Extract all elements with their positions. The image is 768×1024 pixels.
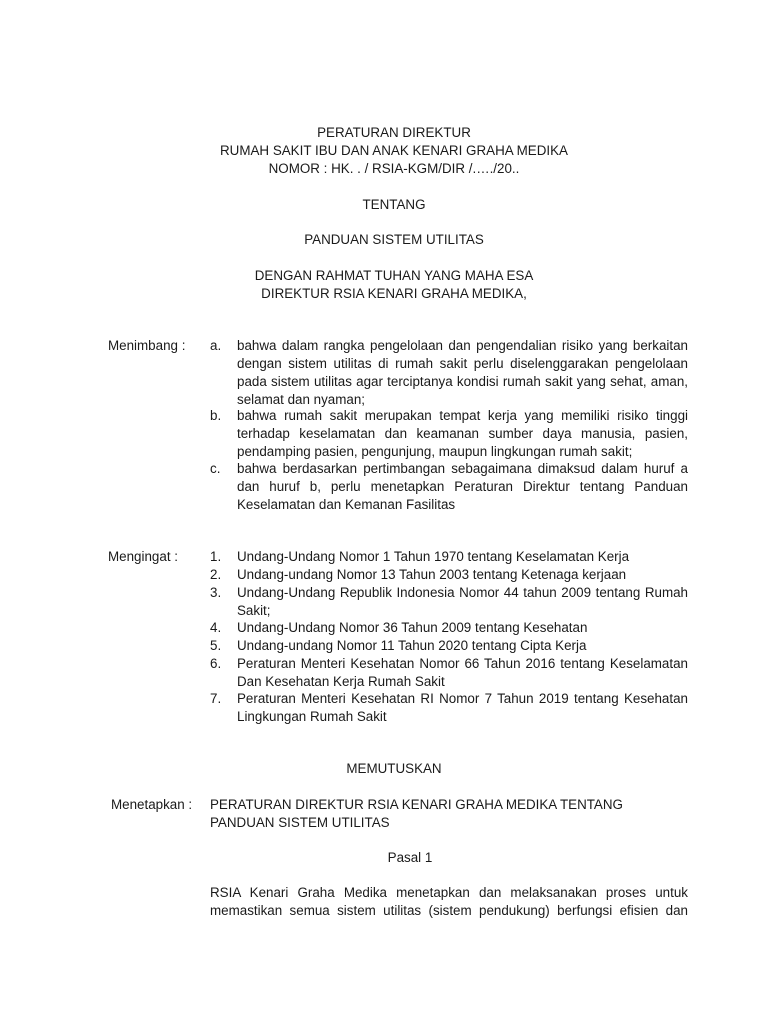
list-item-text: bahwa rumah sakit merupakan tempat kerja yang memiliki risiko tinggi terhadap keselamatan dan keamanan sumber daya manusia, pasien, pendamping pasien, pengunjung, maupun lingkungan rumah sakit; [237, 408, 688, 459]
list-marker: 5. [210, 638, 222, 653]
pasal-1-title: Pasal 1 [387, 850, 433, 865]
list-item-text: Peraturan Menteri Kesehatan Nomor 66 Tahun 2016 tentang Keselamatan Dan Kesehatan Kerja Rumah Sakit [237, 656, 688, 689]
list-item-text: bahwa dalam rangka pengelolaan dan pengendalian risiko yang berkaitan dengan sistem utilitas di rumah sakit perlu diselenggarakan pengelolaan pada sistem utilitas agar terciptanya kondisi rumah sakit yang sehat, aman, selamat dan nyaman; [237, 338, 688, 407]
list-item-text: Undang-Undang Nomor 36 Tahun 2009 tentang Kesehatan [237, 620, 588, 635]
header-tentang: TENTANG [362, 197, 426, 212]
list-marker: 3. [210, 585, 222, 600]
list-item-text: Undang-Undang Republik Indonesia Nomor 44 tahun 2009 tentang Rumah Sakit; [237, 585, 688, 618]
list-item-text: Undang-undang Nomor 13 Tahun 2003 tentang Ketenaga kerjaan [237, 567, 627, 582]
header-title: PERATURAN DIREKTUR [317, 125, 471, 140]
list-marker: 7. [210, 691, 222, 706]
menimbang-label: Menimbang : [108, 338, 186, 353]
memutuskan-heading: MEMUTUSKAN [346, 761, 442, 776]
header-direktur: DIREKTUR RSIA KENARI GRAHA MEDIKA, [261, 286, 527, 301]
header-subject: PANDUAN SISTEM UTILITAS [304, 232, 484, 247]
menetapkan-text: PERATURAN DIREKTUR RSIA KENARI GRAHA MEDIKA TENTANG PANDUAN SISTEM UTILITAS [210, 797, 623, 830]
header-number: NOMOR : HK. . / RSIA-KGM/DIR /.…./20.. [268, 161, 520, 176]
list-item-text: Undang-Undang Nomor 1 Tahun 1970 tentang Keselamatan Kerja [237, 549, 630, 564]
mengingat-label: Mengingat : [108, 549, 178, 564]
list-item-text: Peraturan Menteri Kesehatan RI Nomor 7 Tahun 2019 tentang Kesehatan Lingkungan Rumah Sakit [237, 691, 688, 724]
menetapkan-label: Menetapkan : [111, 797, 193, 812]
header-hospital-name: RUMAH SAKIT IBU DAN ANAK KENARI GRAHA MEDIKA [220, 143, 568, 158]
header-rahmat: DENGAN RAHMAT TUHAN YANG MAHA ESA [254, 268, 534, 283]
list-item-text: Undang-undang Nomor 11 Tahun 2020 tentang Cipta Kerja [237, 638, 587, 653]
list-marker: c. [210, 461, 221, 476]
list-marker: b. [210, 408, 222, 423]
pasal-1-text: RSIA Kenari Graha Medika menetapkan dan melaksanakan proses untuk memastikan semua sistem utilitas (sistem pendukung) berfungsi efisien dan [210, 885, 688, 918]
list-marker: 2. [210, 567, 222, 582]
list-item-text: bahwa berdasarkan pertimbangan sebagaimana dimaksud dalam huruf a dan huruf b, perlu menetapkan Peraturan Direktur tentang Panduan Keselamatan dan Kemanan Fasilitas [237, 461, 688, 512]
list-marker: 1. [210, 549, 222, 564]
list-marker: 4. [210, 620, 222, 635]
list-marker: a. [210, 338, 222, 353]
list-marker: 6. [210, 656, 222, 671]
